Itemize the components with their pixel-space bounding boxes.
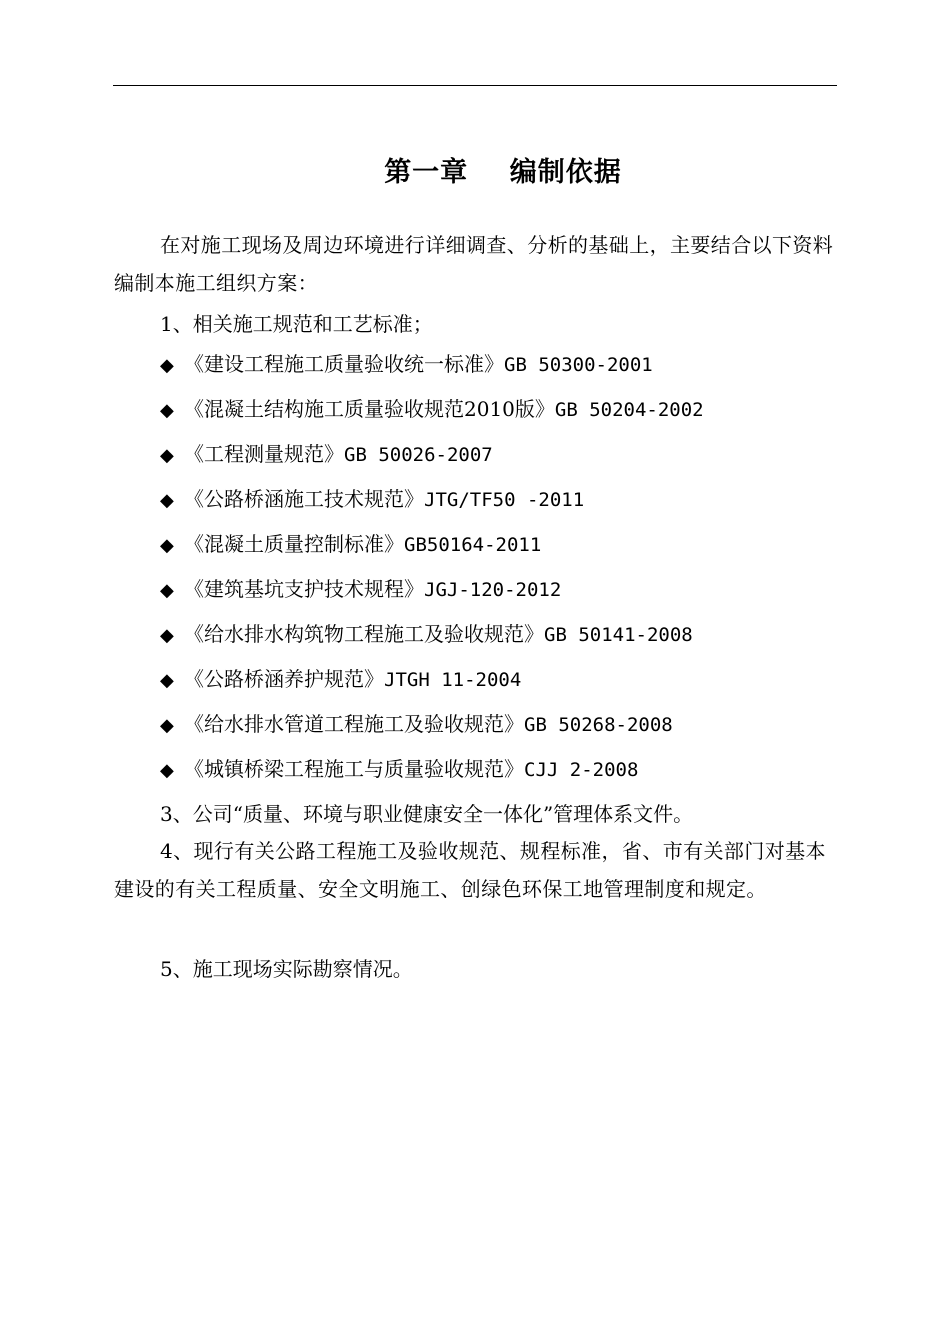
standard-item	[160, 438, 493, 467]
standard-code: GB 50204-2002	[554, 399, 704, 421]
standard-title: 《公路桥涵施工技术规范》	[184, 487, 424, 511]
item-1: 1、相关施工规范和工艺标准；	[160, 312, 433, 336]
item-3: 3、公司“质量、环境与职业健康安全一体化”管理体系文件。	[160, 802, 694, 826]
diamond-bullet-icon: ◆	[160, 670, 174, 691]
standard-code: JGJ-120-2012	[424, 579, 562, 601]
standard-code: GB50164-2011	[404, 534, 542, 556]
standard-code: GB 50300-2001	[504, 354, 653, 376]
standard-title: 《给水排水管道工程施工及验收规范》	[184, 712, 524, 736]
standard-title: 《混凝土质量控制标准》	[184, 532, 404, 556]
header-rule	[113, 85, 837, 86]
standard-title: 《建筑基坑支护技术规程》	[184, 577, 424, 601]
standard-title: 《混凝土结构施工质量验收规范2010版》	[184, 397, 555, 421]
standard-item	[160, 483, 584, 512]
standard-title: 《工程测量规范》	[184, 442, 344, 466]
diamond-bullet-icon: ◆	[160, 715, 174, 736]
standard-item	[160, 393, 704, 422]
standard-code: CJJ 2-2008	[524, 759, 639, 781]
standard-item	[160, 348, 653, 377]
standard-title: 《建设工程施工质量验收统一标准》	[184, 352, 504, 376]
standard-title: 《城镇桥梁工程施工与质量验收规范》	[184, 757, 524, 781]
item-5: 5、施工现场实际勘察情况。	[160, 957, 413, 981]
standard-title: 《给水排水构筑物工程施工及验收规范》	[184, 622, 544, 646]
standard-code: JTGH 11-2004	[384, 669, 522, 691]
standard-code: GB 50026-2007	[344, 444, 493, 466]
diamond-bullet-icon: ◆	[160, 400, 174, 421]
standard-item	[160, 528, 541, 557]
standard-item	[160, 708, 673, 737]
standard-item	[160, 573, 561, 602]
diamond-bullet-icon: ◆	[160, 490, 174, 511]
diamond-bullet-icon: ◆	[160, 760, 174, 781]
intro-paragraph: 在对施工现场及周边环境进行详细调查、分析的基础上，主要结合以下资料编制本施工组织方案：	[114, 233, 834, 295]
diamond-bullet-icon: ◆	[160, 535, 174, 556]
standard-item	[160, 618, 693, 647]
standard-title: 《公路桥涵养护规范》	[184, 667, 384, 691]
standard-code: JTG/TF50 -2011	[424, 489, 585, 511]
standard-item	[160, 663, 521, 692]
item-4: 4、现行有关公路工程施工及验收规范、规程标准，省、市有关部门对基本建设的有关工程质量、安全文明施工、创绿色环保工地管理制度和规定。	[114, 839, 826, 901]
standard-item	[160, 753, 638, 782]
diamond-bullet-icon: ◆	[160, 355, 174, 376]
standard-code: GB 50141-2008	[544, 624, 693, 646]
chapter-title: 第一章 编制依据	[384, 157, 622, 188]
diamond-bullet-icon: ◆	[160, 580, 174, 601]
diamond-bullet-icon: ◆	[160, 625, 174, 646]
standard-code: GB 50268-2008	[524, 714, 673, 736]
diamond-bullet-icon: ◆	[160, 445, 174, 466]
